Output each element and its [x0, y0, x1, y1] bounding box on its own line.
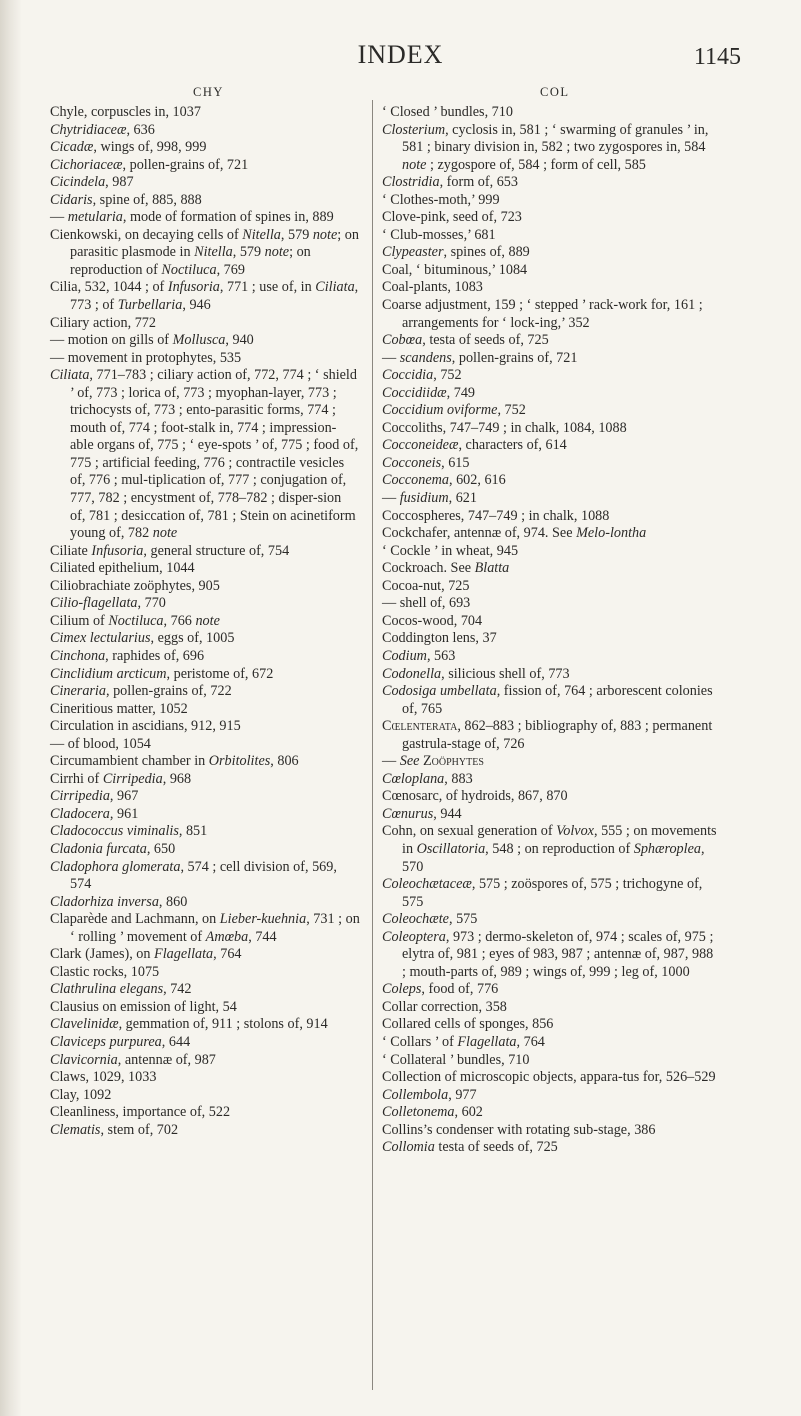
entry-text: ; on reproduction of: [70, 244, 311, 278]
index-entry: [50, 859, 360, 894]
entry-text: Ciliobrachiate zoöphytes, 905: [50, 577, 220, 594]
entry-italic-text: fusidium: [399, 490, 449, 507]
entry-italic-text: Cocconema: [382, 472, 449, 489]
entry-text: , spine of, 885, 888: [92, 191, 202, 208]
index-entry: [50, 279, 360, 314]
entry-text: , 968: [162, 770, 192, 787]
index-entry: [50, 209, 360, 227]
entry-text: , 615: [441, 454, 470, 471]
index-entry: [50, 350, 360, 368]
entry-italic-text: Cobœa: [382, 332, 423, 349]
index-entry: [382, 1069, 717, 1087]
entry-text: Coccospheres, 747–749 ; in chalk, 1088: [382, 507, 610, 524]
entry-text: Coccoliths, 747–749 ; in chalk, 1084, 1088: [382, 419, 627, 436]
index-entry: [50, 578, 360, 596]
entry-text: , 575 ; zoöspores of, 575 ; trichogyne of, 575: [402, 876, 703, 910]
entry-italic-text: Turbellaria: [117, 297, 183, 314]
entry-italic-text: metularia: [67, 209, 123, 226]
entry-text: Coarse adjustment, 159 ; ‘ stepped ’ rack-work for, 161 ; arrangements for ‘ lock-ing,’ 352: [382, 297, 703, 331]
entry-text: , 770: [137, 595, 166, 612]
right-column-guide-word: COL: [540, 85, 570, 99]
index-entry: [382, 543, 717, 561]
entry-text: Chyle, corpuscles in, 1037: [50, 104, 201, 120]
index-entry: [382, 788, 717, 806]
index-entry: [382, 560, 717, 578]
entry-text: , 644: [161, 1033, 191, 1050]
entry-text: Ciliated epithelium, 1044: [50, 560, 195, 577]
entry-text: Clove-pink, seed of, 723: [382, 209, 522, 226]
index-entry: [50, 227, 360, 280]
entry-italic-text: Amœba: [205, 928, 249, 945]
entry-text: Clark (James), on: [50, 946, 155, 963]
entry-italic-text: Orbitolites: [208, 753, 271, 770]
entry-text: , peristome of, 672: [166, 665, 274, 682]
entry-italic-text: Coleoptera: [382, 928, 446, 945]
entry-text: , 731 ; on ‘ rolling ’ movement of: [70, 911, 360, 945]
entry-text: , 548 ; on reproduction of: [485, 840, 634, 857]
index-entry: [50, 543, 360, 561]
entry-text: , wings of, 998, 999: [93, 139, 207, 156]
entry-text: Cilium of: [50, 612, 109, 629]
entry-text: , 555 ; on movements in: [402, 823, 717, 857]
entry-text: testa of seeds of, 725: [434, 1139, 558, 1156]
entry-italic-text: Coleochætaceæ: [382, 876, 472, 893]
index-entry: [382, 753, 717, 771]
entry-text: Cœnosarc, of hydroids, 867, 870: [382, 788, 568, 805]
entry-italic-text: Noctiluca: [108, 612, 164, 629]
index-entry: [382, 420, 717, 438]
entry-text: , raphides of, 696: [105, 647, 205, 664]
entry-text: , 563: [426, 647, 456, 664]
entry-text: , 579: [280, 226, 313, 243]
index-entry: [50, 666, 360, 684]
entry-text: Coal, ‘ bituminous,’ 1084: [382, 261, 528, 278]
index-entry: [50, 139, 360, 157]
entry-text: Collar correction, 358: [382, 998, 507, 1015]
entry-text: Cleanliness, importance of, 522: [50, 1104, 231, 1121]
index-entry: [382, 490, 717, 508]
entry-text: , gemmation of, 911 ; stolons of, 914: [118, 1016, 328, 1033]
entry-text: , 764: [516, 1033, 545, 1050]
entry-text: , 940: [225, 332, 254, 349]
entry-text: , 575: [448, 911, 478, 928]
index-entry: [382, 104, 717, 122]
index-entry: [382, 683, 717, 718]
entry-text: , pollen-grains of, 721: [451, 349, 578, 366]
entry-italic-text: Clypeaster: [382, 244, 444, 261]
index-entry: [382, 630, 717, 648]
entry-text: Cockroach. See: [382, 560, 475, 577]
entry-text: , 766: [163, 612, 196, 629]
entry-italic-text: Lieber-kuehnia: [219, 911, 307, 928]
entry-italic-text: Cimex lectularius: [50, 630, 151, 647]
entry-italic-text: Closterium: [382, 121, 446, 138]
entry-text: ‘ Collars ’ of: [382, 1033, 458, 1050]
right-index-column: [382, 104, 717, 1157]
index-entry: [382, 1139, 717, 1157]
index-entry: [50, 174, 360, 192]
entry-text: , 570: [402, 840, 705, 875]
index-entry: [382, 578, 717, 596]
entry-text: ; zygospore of, 584 ; form of cell, 585: [426, 156, 646, 173]
index-entry: [50, 736, 360, 754]
index-entry: [50, 560, 360, 578]
index-entry: [50, 964, 360, 982]
entry-italic-text: Clostridia: [382, 174, 440, 191]
index-entry: [382, 666, 717, 684]
entry-text: Cocoa-nut, 725: [382, 577, 470, 594]
entry-text: , 987: [105, 174, 134, 191]
entry-italic-text: Coccidiidæ: [382, 384, 447, 401]
entry-italic-text: note: [402, 156, 427, 173]
entry-text: ; on parasitic plasmode in: [70, 226, 359, 261]
index-entry: [50, 104, 360, 122]
index-entry: [382, 350, 717, 368]
entry-text: , characters of, 614: [458, 437, 567, 454]
entry-text: , 883: [444, 770, 473, 787]
entry-italic-text: Coleps: [382, 981, 422, 998]
entry-italic-text: Sphæroplea: [633, 840, 701, 857]
entry-text: — motion on gills of: [50, 332, 173, 349]
index-entry: [50, 683, 360, 701]
entry-text: Ciliary action, 772: [50, 314, 156, 331]
entry-text: Ciliate: [50, 542, 92, 559]
entry-italic-text: Oscillatoria: [416, 840, 486, 857]
entry-italic-text: Nitella: [242, 226, 281, 243]
entry-italic-text: Cocconeideæ: [382, 437, 459, 454]
index-entry: [382, 367, 717, 385]
index-entry: [50, 946, 360, 964]
entry-text: , pollen-grains of, 722: [105, 683, 232, 700]
entry-text: Cocos-wood, 704: [382, 612, 483, 629]
index-entry: [50, 1016, 360, 1034]
entry-text: , spines of, 889: [443, 244, 530, 261]
entry-italic-text: Clematis: [50, 1121, 101, 1138]
entry-italic-text: Melo-lontha: [576, 525, 647, 542]
index-entry: [50, 613, 360, 631]
index-entry: [382, 929, 717, 982]
index-entry: [382, 648, 717, 666]
entry-italic-text: Coccidia: [382, 367, 434, 384]
index-entry: [50, 894, 360, 912]
entry-text: Clastic rocks, 1075: [50, 963, 160, 980]
entry-text: , 636: [126, 121, 155, 138]
entry-text: , 862–883 ; bibliography of, 883 ; permanent gastrula-stage of, 726: [402, 718, 713, 752]
entry-text: , 851: [178, 823, 208, 840]
entry-italic-text: Cicadæ: [50, 139, 94, 156]
entry-text: Cohn, on sexual generation of: [382, 823, 557, 840]
entry-text: , 742: [163, 981, 192, 998]
entry-italic-text: scandens: [399, 349, 452, 366]
index-entry: [382, 244, 717, 262]
index-entry: [50, 911, 360, 946]
index-entry: [382, 122, 717, 175]
index-entry: [382, 227, 717, 245]
index-entry: [382, 911, 717, 929]
index-entry: [382, 297, 717, 332]
index-entry: [50, 315, 360, 333]
entry-italic-text: note: [152, 525, 178, 542]
entry-text: Cienkowski, on decaying cells of: [50, 226, 243, 243]
entry-italic-text: Nitella: [194, 244, 233, 261]
entry-text: Clausius on emission of light, 54: [50, 998, 237, 1015]
entry-text: ‘ Collateral ’ bundles, 710: [382, 1051, 530, 1068]
index-entry: [382, 472, 717, 490]
entry-text: Collection of microscopic objects, appara-tus for, 526–529: [382, 1069, 716, 1086]
index-entry: [382, 437, 717, 455]
index-entry: [50, 701, 360, 719]
entry-italic-text: note: [312, 226, 338, 243]
index-entry: [382, 279, 717, 297]
index-entry: [382, 385, 717, 403]
entry-text: Clay, 1092: [50, 1086, 112, 1103]
index-entry: [50, 788, 360, 806]
entry-text: , 973 ; dermo-skeleton of, 974 ; scales of, 975 ; elytra of, 981 ; eyes of 983, 987 ; antennæ of, 987, 988 ; mouth-parts of, 989 ; wings of, 999 ; leg of, 1000: [402, 928, 714, 980]
entry-italic-text: Coccidium oviforme: [382, 402, 498, 419]
entry-text: ‘ Closed ’ bundles, 710: [382, 104, 513, 120]
entry-text: Cirrhi of: [50, 770, 103, 787]
index-entry: [382, 209, 717, 227]
entry-italic-text: Chytridiaceæ: [50, 121, 127, 138]
entry-italic-text: Cirripedia: [50, 788, 110, 805]
index-entry: [50, 981, 360, 999]
entry-text: , mode of formation of spines in, 889: [122, 209, 334, 226]
entry-italic-text: Infusoria: [91, 542, 144, 559]
index-entry: [50, 332, 360, 350]
entry-italic-text: Clavicornia: [50, 1051, 118, 1068]
entry-italic-text: Flagellata: [457, 1033, 517, 1050]
entry-text: , antennæ of, 987: [117, 1051, 216, 1068]
entry-text: Circulation in ascidians, 912, 915: [50, 718, 241, 735]
index-entry: [50, 122, 360, 140]
entry-text: , 860: [158, 893, 188, 910]
entry-text: , 769: [216, 261, 245, 278]
index-entry: [50, 157, 360, 175]
entry-text: — shell of, 693: [382, 595, 471, 612]
entry-italic-text: Cineraria: [50, 683, 106, 700]
entry-text: , fission of, 764 ; arborescent colonies of, 765: [402, 683, 713, 717]
entry-text: —: [50, 209, 68, 226]
entry-text: Cockchafer, antennæ of, 974. See: [382, 525, 577, 542]
entry-italic-text: Cirripedia: [102, 770, 163, 787]
index-entry: [50, 806, 360, 824]
index-entry: [382, 806, 717, 824]
entry-italic-text: Cidaris: [50, 191, 93, 208]
entry-italic-text: Cœnurus: [382, 805, 434, 822]
index-entry: [382, 1104, 717, 1122]
entry-italic-text: Cladorhiza inversa: [50, 893, 159, 910]
entry-text: , 961: [109, 805, 139, 822]
entry-italic-text: Noctiluca: [161, 261, 217, 278]
entry-text: , form of, 653: [439, 174, 518, 191]
index-entry: [50, 630, 360, 648]
entry-text: , 602, 616: [448, 472, 506, 489]
entry-text: , 944: [433, 805, 462, 822]
entry-italic-text: Codium: [382, 647, 427, 664]
index-entry: [50, 999, 360, 1017]
index-entry: [50, 718, 360, 736]
index-entry: [382, 999, 717, 1017]
left-column-guide-word: CHY: [193, 85, 224, 99]
entry-italic-text: Flagellata: [154, 946, 214, 963]
entry-text: Cilia, 532, 1044 ; of: [50, 279, 168, 296]
entry-italic-text: Cœloplana: [382, 770, 445, 787]
entry-italic-text: Infusoria: [167, 279, 220, 296]
entry-italic-text: Cladonia furcata: [50, 840, 147, 857]
entry-italic-text: Cilio-flagellata: [50, 595, 138, 612]
entry-text: ‘ Club-mosses,’ 681: [382, 226, 496, 243]
index-entry: [382, 525, 717, 543]
entry-italic-text: Collembola: [382, 1086, 449, 1103]
index-entry: [382, 508, 717, 526]
index-entry: [382, 192, 717, 210]
index-entry: [382, 771, 717, 789]
index-entry: [50, 192, 360, 210]
index-entry: [50, 1052, 360, 1070]
entry-text: , 773 ; of: [70, 279, 359, 314]
entry-italic-text: Cladococcus viminalis: [50, 823, 179, 840]
index-entry: [382, 1087, 717, 1105]
entry-text: , 650: [146, 840, 176, 857]
index-entry: [382, 876, 717, 911]
left-index-column: [50, 104, 360, 1139]
entry-italic-text: Clavelinidæ: [50, 1016, 119, 1033]
entry-text: , 806: [270, 753, 299, 770]
entry-text: , 977: [448, 1086, 477, 1103]
index-entry: [50, 1087, 360, 1105]
entry-text: , 771–783 ; ciliary action of, 772, 774 ; ‘ shield ’ of, 773 ; lorica of, 773 ; myophan-layer, 773 ; trichocysts of, 773 ; ento-parasitic forms, 774 ; mouth of, 774 ; foot-stalk in, 774 ; impression-able organs of, 775 ; ‘ eye-spots ’ of, 775 ; food of, 775 ; artificial feeding, 776 ; contractile vesicles of, 776 ; mul-tiplication of, 777 ; conjugation of, 777, 782 ; encystment of, 778–782 ; disper-sion of, 781 ; desiccation of, 781 ; Stein on acinetiform young of, 782: [70, 367, 359, 542]
index-entry: [382, 595, 717, 613]
entry-italic-text: Colletonema: [382, 1104, 455, 1121]
index-entry: [382, 613, 717, 631]
index-entry: [382, 1034, 717, 1052]
index-entry: [382, 718, 717, 753]
index-entry: [50, 1034, 360, 1052]
entry-italic-text: Mollusca: [172, 332, 226, 349]
entry-text: Collared cells of sponges, 856: [382, 1016, 554, 1033]
entry-italic-text: Cocconeis: [382, 454, 442, 471]
entry-italic-text: Claviceps purpurea: [50, 1033, 162, 1050]
entry-italic-text: Blatta: [474, 560, 510, 577]
entry-text: , 764: [213, 946, 242, 963]
running-head-title: INDEX: [357, 40, 444, 69]
entry-italic-text: Collomia: [382, 1139, 435, 1156]
entry-italic-text: Cinclidium arcticum: [50, 665, 167, 682]
entry-text: —: [382, 349, 400, 366]
entry-text: ‘ Cockle ’ in wheat, 945: [382, 542, 519, 559]
entry-text: Zoöphytes: [422, 753, 484, 770]
entry-text: , testa of seeds of, 725: [422, 332, 549, 349]
entry-text: , 967: [109, 788, 139, 805]
entry-text: , 579: [232, 244, 265, 261]
entry-text: ‘ Clothes-moth,’ 999: [382, 191, 500, 208]
index-entry: [382, 332, 717, 350]
entry-text: , 946: [182, 297, 211, 314]
entry-italic-text: See: [399, 753, 420, 770]
index-entry: [50, 1122, 360, 1140]
entry-text: Claparède and Lachmann, on: [50, 911, 220, 928]
index-entry: [50, 753, 360, 771]
entry-italic-text: Volvox: [556, 823, 594, 840]
entry-text: , general structure of, 754: [143, 542, 290, 559]
entry-italic-text: Codosiga umbellata: [382, 683, 497, 700]
index-entry: [50, 841, 360, 859]
entry-text: , silicious shell of, 773: [441, 665, 570, 682]
entry-text: , eggs of, 1005: [150, 630, 235, 647]
entry-italic-text: Cinchona: [50, 647, 106, 664]
entry-text: , 744: [248, 928, 277, 945]
index-entry: [50, 1104, 360, 1122]
index-entry: [382, 1122, 717, 1140]
entry-text: , stem of, 702: [100, 1121, 179, 1138]
index-entry: [382, 262, 717, 280]
index-entry: [50, 1069, 360, 1087]
entry-italic-text: Codonella: [382, 665, 442, 682]
page-binding-shadow: [0, 0, 22, 1416]
index-entry: [382, 174, 717, 192]
entry-text: , pollen-grains of, 721: [122, 156, 249, 173]
column-divider: [372, 100, 373, 1390]
entry-italic-text: Cichoriaceæ: [50, 156, 123, 173]
entry-italic-text: Coleochæte: [382, 911, 449, 928]
entry-text: , 749: [446, 384, 476, 401]
entry-text: , 752: [433, 367, 462, 384]
entry-italic-text: Ciliata: [50, 367, 90, 384]
entry-italic-text: Clathrulina elegans: [50, 981, 164, 998]
entry-text: , cyclosis in, 581 ; ‘ swarming of granules ’ in, 581 ; binary division in, 582 ; two zygospores in, 584: [402, 121, 709, 156]
entry-text: , food of, 776: [421, 981, 499, 998]
page-number: 1145: [693, 44, 741, 70]
entry-italic-text: Ciliata: [315, 279, 355, 296]
entry-text: Collins’s condenser with rotating sub-stage, 386: [382, 1121, 656, 1138]
entry-text: Claws, 1029, 1033: [50, 1069, 157, 1086]
index-entry: [382, 455, 717, 473]
entry-italic-text: Cladophora glomerata: [50, 858, 181, 875]
entry-italic-text: Cladocera: [50, 805, 110, 822]
index-entry: [382, 823, 717, 876]
entry-text: Cœlenterata: [382, 718, 458, 735]
index-entry: [50, 648, 360, 666]
entry-text: — of blood, 1054: [50, 735, 151, 752]
entry-text: , 602: [454, 1104, 483, 1121]
entry-text: Coal-plants, 1083: [382, 279, 483, 296]
index-entry: [382, 981, 717, 999]
index-entry: [382, 1052, 717, 1070]
entry-italic-text: note: [195, 612, 220, 629]
index-entry: [50, 823, 360, 841]
entry-text: Circumambient chamber in: [50, 753, 209, 770]
entry-italic-text: note: [264, 244, 290, 261]
entry-text: Cineritious matter, 1052: [50, 700, 188, 717]
entry-text: —: [382, 490, 400, 507]
entry-italic-text: Cicindela: [50, 174, 106, 191]
index-entry: [50, 595, 360, 613]
entry-text: —: [382, 753, 400, 770]
index-entry: [50, 771, 360, 789]
index-entry: [382, 1016, 717, 1034]
entry-text: , 621: [448, 490, 477, 507]
entry-text: Coddington lens, 37: [382, 630, 497, 647]
index-entry: [382, 402, 717, 420]
entry-text: , 574 ; cell division of, 569, 574: [70, 858, 337, 893]
entry-text: , 771 ; use of, in: [219, 279, 316, 296]
entry-text: — movement in protophytes, 535: [50, 349, 242, 366]
entry-text: , 752: [497, 402, 526, 419]
index-entry: [50, 367, 360, 542]
